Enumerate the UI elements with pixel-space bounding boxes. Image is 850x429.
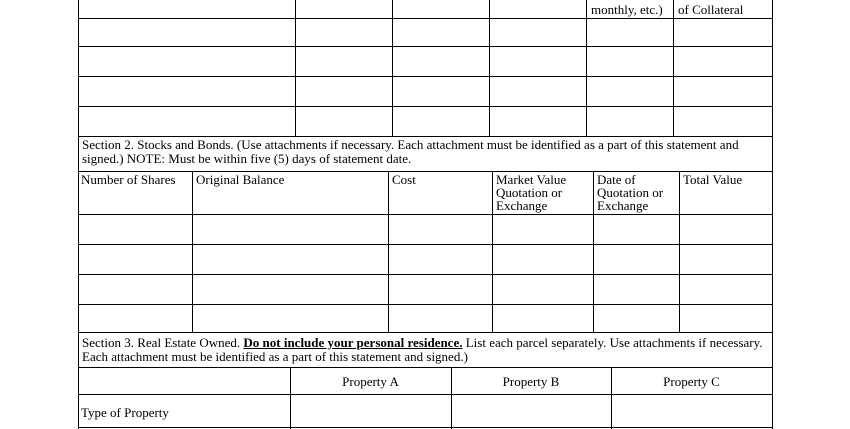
property-a-type-input[interactable] xyxy=(291,395,451,427)
section1-cell[interactable] xyxy=(490,19,586,46)
col-property-b: Property B xyxy=(502,374,560,389)
col-date-line3: Exchange xyxy=(597,198,649,213)
col-cost: Cost xyxy=(392,172,416,187)
section3-title-prefix: Section 3. Real Estate Owned. xyxy=(82,335,244,350)
col-market-value xyxy=(496,173,566,212)
col-market-value-line1: Market Value xyxy=(496,172,567,187)
col-market-value-line3: Exchange xyxy=(496,198,548,213)
section2-cell[interactable] xyxy=(493,215,593,244)
section1-header-frequency: monthly, etc.) xyxy=(591,2,663,17)
section2-cell[interactable] xyxy=(79,215,192,244)
col-date-line2: Quotation or xyxy=(597,185,664,200)
section1-cell[interactable] xyxy=(296,19,392,46)
section2-title-prefix: Section 2. Stocks and Bonds. xyxy=(82,137,234,152)
section1-header-collateral: of Collateral xyxy=(678,2,744,17)
section2-title-rest: (Use attachments if necessary. Each attachment must be identified as a part of this statement and signed.) NOTE: Must be within five (5) days of statement date. xyxy=(82,137,739,166)
section2-cell[interactable] xyxy=(594,215,679,244)
section1-cell[interactable] xyxy=(393,19,489,46)
section1-cell[interactable] xyxy=(674,19,772,46)
section2-title xyxy=(82,138,770,166)
col-date-of-quotation xyxy=(597,173,663,212)
col-date-line1: Date of xyxy=(597,172,636,187)
row-type-of-property: Type of Property xyxy=(81,405,169,420)
col-market-value-line2: Quotation or xyxy=(496,185,563,200)
section2-cell[interactable] xyxy=(680,215,772,244)
section1-cell[interactable] xyxy=(587,19,673,46)
col-total-value: Total Value xyxy=(683,172,743,187)
col-number-of-shares: Number of Shares xyxy=(81,172,176,187)
col-property-a: Property A xyxy=(342,374,399,389)
col-property-c: Property C xyxy=(663,374,720,389)
section2-cell[interactable] xyxy=(389,215,492,244)
section3-title-bold: Do not include your personal residence. xyxy=(243,335,463,350)
property-c-type-input[interactable] xyxy=(612,395,772,427)
section3-title xyxy=(82,336,770,364)
property-b-type-input[interactable] xyxy=(452,395,611,427)
section1-cell[interactable] xyxy=(79,19,295,46)
col-original-balance: Original Balance xyxy=(196,172,285,187)
section2-cell[interactable] xyxy=(193,215,388,244)
section3-title-rest: List each parcel separately. Use attachments if necessary. Each attachment must be identified as a part of this statement and signed.) xyxy=(82,335,763,364)
